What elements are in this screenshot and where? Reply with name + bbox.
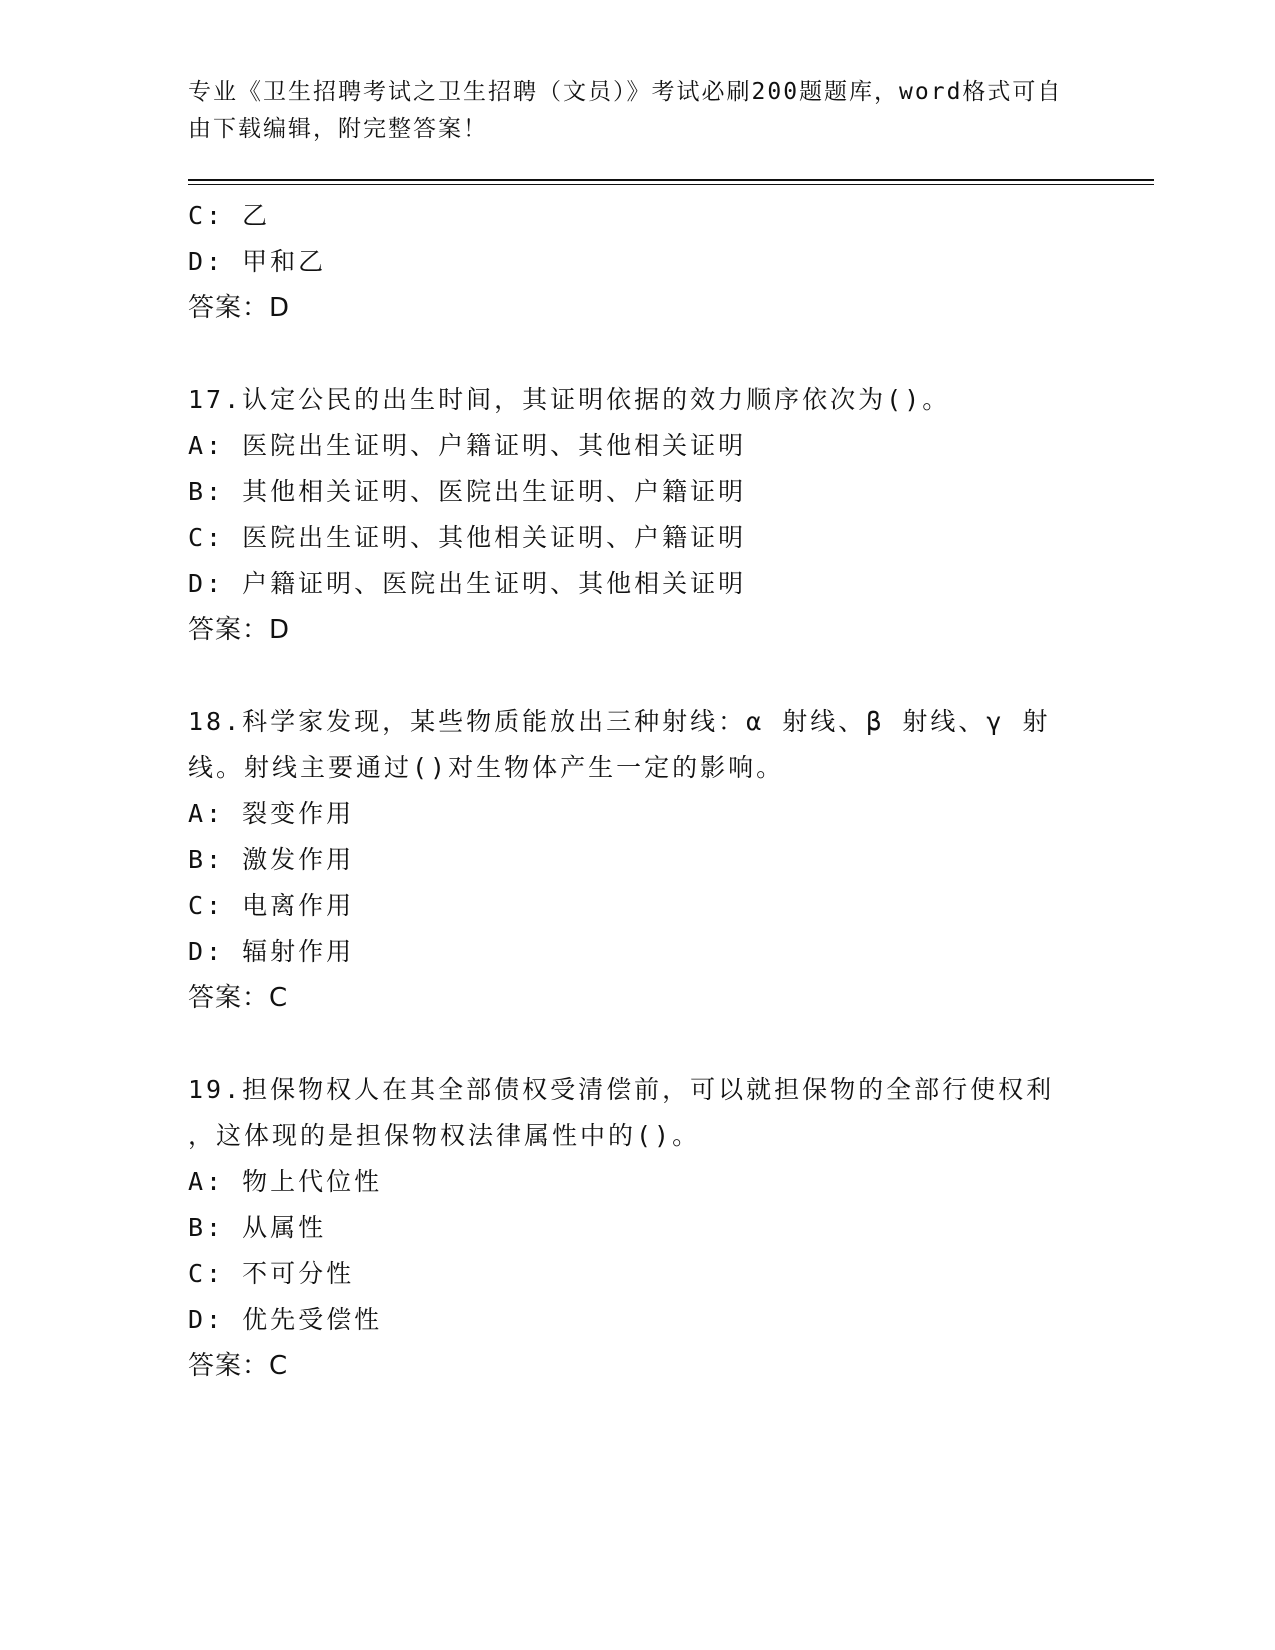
option-b: B: 激发作用 (188, 845, 355, 874)
question-19 (188, 1067, 1088, 1389)
option-d: D: 优先受偿性 (188, 1305, 383, 1334)
answer-line: 答案：D (188, 293, 291, 323)
question-18 (188, 699, 1088, 1021)
option-d: D: 辐射作用 (188, 937, 355, 966)
answer-line: 答案：C (188, 1351, 289, 1381)
option-c: C: 医院出生证明、其他相关证明、户籍证明 (188, 523, 747, 552)
question-text-line: 线。射线主要通过()对生物体产生一定的影响。 (188, 753, 785, 782)
option-d: D: 户籍证明、医院出生证明、其他相关证明 (188, 569, 747, 598)
question-text-line: 19.担保物权人在其全部债权受清偿前，可以就担保物的全部行使权利 (188, 1075, 1055, 1104)
option-a: A: 物上代位性 (188, 1167, 383, 1196)
option-c: C: 不可分性 (188, 1259, 355, 1288)
answer-line: 答案：D (188, 615, 291, 645)
option-b: B: 从属性 (188, 1213, 327, 1242)
option-a: A: 医院出生证明、户籍证明、其他相关证明 (188, 431, 747, 460)
document-body (188, 193, 1088, 1389)
option-c: C: 乙 (188, 201, 271, 230)
page-header (188, 74, 1088, 148)
header-divider-thin (188, 184, 1154, 185)
header-title-line-2: 由下载编辑，附完整答案！ (188, 116, 488, 142)
header-title-line-1: 专业《卫生招聘考试之卫生招聘（文员）》考试必刷200题题库，word格式可自 (188, 79, 1063, 105)
header-divider-thick (188, 179, 1154, 181)
option-a: A: 裂变作用 (188, 799, 355, 828)
option-c: C: 电离作用 (188, 891, 355, 920)
question-text-line: 18.科学家发现，某些物质能放出三种射线：α 射线、β 射线、γ 射 (188, 707, 1051, 736)
option-b: B: 其他相关证明、医院出生证明、户籍证明 (188, 477, 747, 506)
partial-question (188, 193, 1088, 331)
question-text-line: 17.认定公民的出生时间，其证明依据的效力顺序依次为()。 (188, 385, 951, 414)
answer-line: 答案：C (188, 983, 289, 1013)
option-d: D: 甲和乙 (188, 247, 327, 276)
question-17 (188, 377, 1088, 653)
question-text-line: ，这体现的是担保物权法律属性中的()。 (188, 1121, 701, 1150)
